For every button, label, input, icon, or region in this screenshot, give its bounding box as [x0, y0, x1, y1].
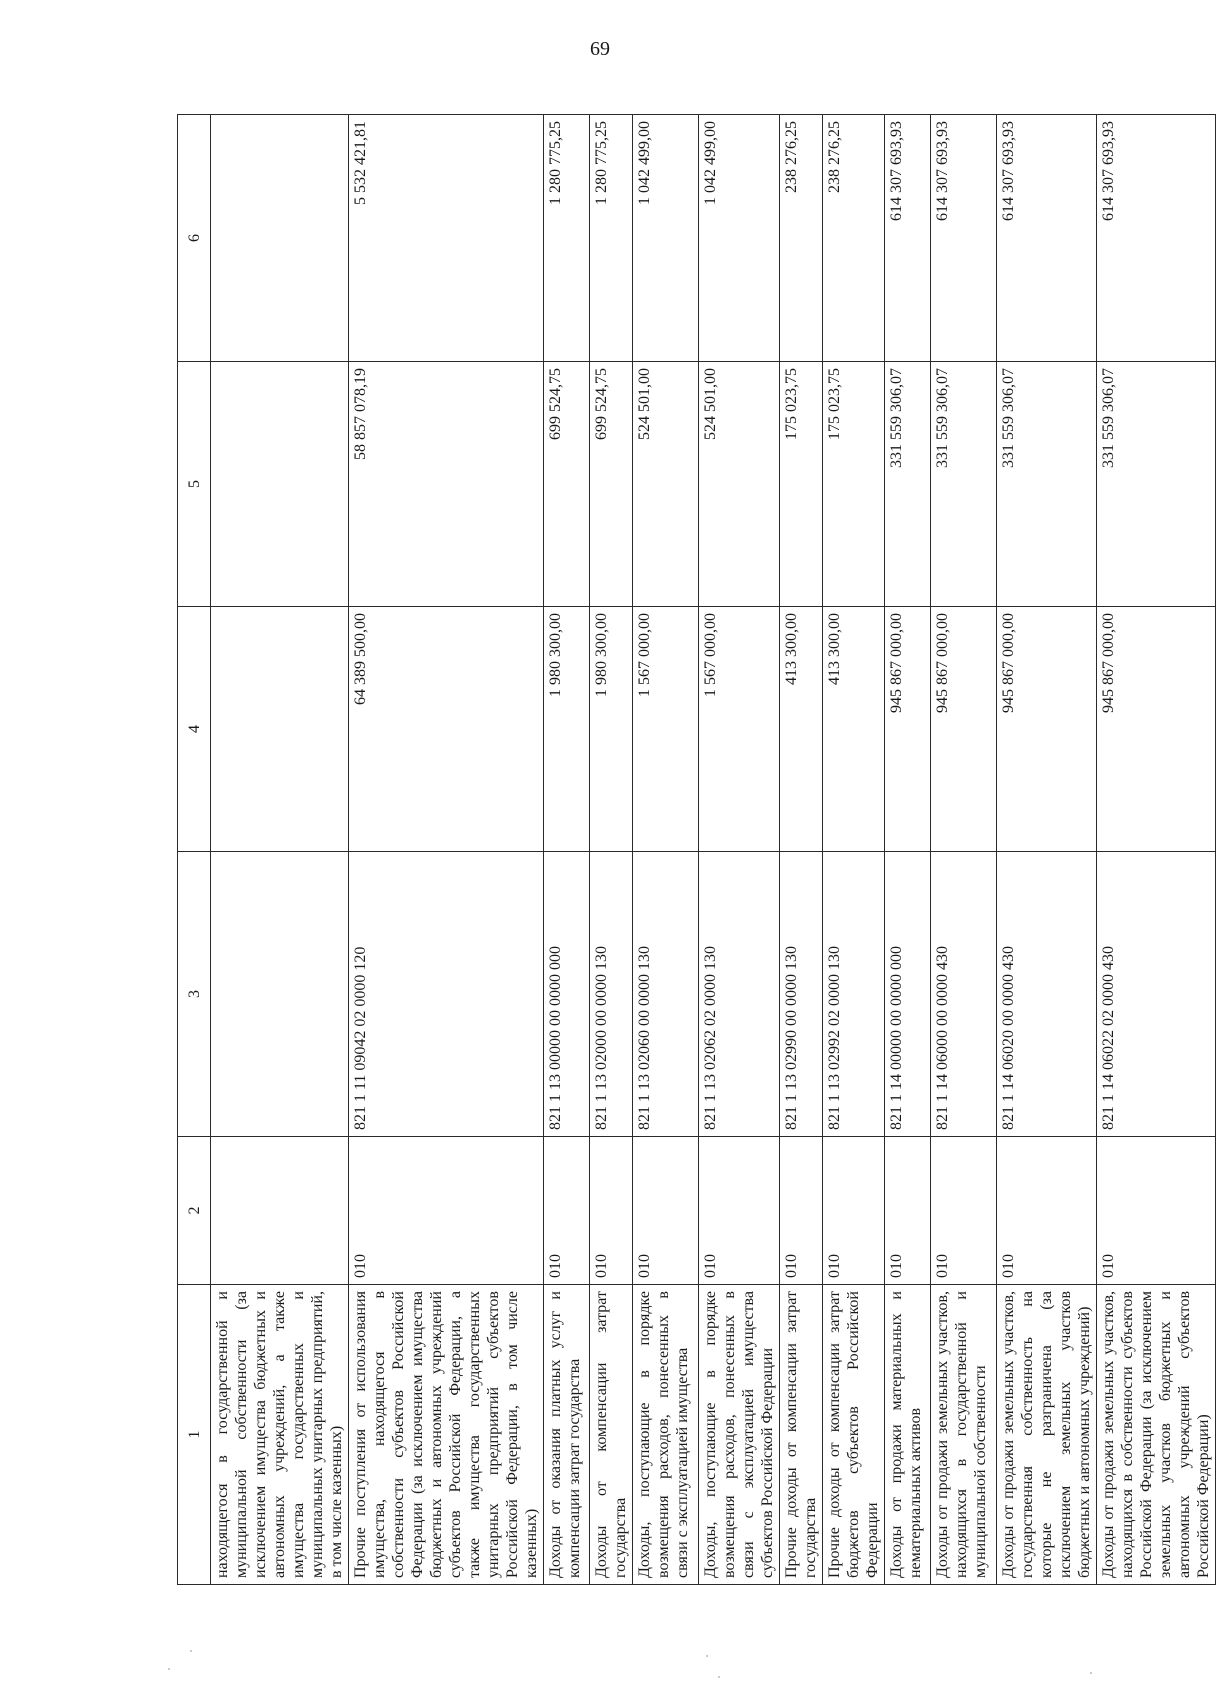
- table-row: [590, 115, 633, 1585]
- row-remainder: [211, 115, 349, 362]
- scan-speck: [718, 1676, 720, 1678]
- row-name: Доходы, поступающие в порядке возмещения расходов, понесенных в связи с эксплуатацией имущества: [633, 1285, 699, 1585]
- row-code: [211, 1137, 349, 1285]
- row-name: Доходы от компенсации затрат государства: [590, 1285, 633, 1585]
- scan-speck: [190, 1650, 192, 1652]
- row-code: 010: [590, 1137, 633, 1285]
- row-fact: 524 501,00: [633, 362, 699, 607]
- column-header: 5: [178, 362, 211, 607]
- table-row: [997, 115, 1097, 1585]
- row-fact: 58 857 078,19: [349, 362, 544, 607]
- row-plan: 413 300,00: [780, 607, 823, 852]
- row-fact: 175 023,75: [780, 362, 823, 607]
- revenue-table: [177, 114, 1216, 1585]
- row-code: 010: [349, 1137, 544, 1285]
- row-name: Доходы от оказания платных услуг и компенсации затрат государства: [544, 1285, 590, 1585]
- row-plan: 945 867 000,00: [997, 607, 1097, 852]
- row-fact: 524 501,00: [699, 362, 780, 607]
- table-row: [823, 115, 885, 1585]
- row-plan: 945 867 000,00: [885, 607, 931, 852]
- row-kbk: 821 1 14 06000 00 0000 430: [931, 852, 997, 1137]
- scan-speck: [168, 1668, 170, 1670]
- row-remainder: 238 276,25: [780, 115, 823, 362]
- table-row: [885, 115, 931, 1585]
- row-code: 010: [1097, 1137, 1216, 1285]
- row-name: находящегося в государственной и муниципальной собственности (за исключением имущества бюджетных и автономных учреждений, а также имущества государственных и муниципальных унитарных предприятий, в том числе казенных): [211, 1285, 349, 1585]
- table-row: [780, 115, 823, 1585]
- row-code: 010: [931, 1137, 997, 1285]
- row-fact: 331 559 306,07: [997, 362, 1097, 607]
- row-plan: 945 867 000,00: [931, 607, 997, 852]
- row-name: Доходы от продажи земельных участков, находящихся в собственности субъектов Российской Федерации (за исключением земельных участков бюджетных и автономных учреждений субъектов Российской Федерации): [1097, 1285, 1216, 1585]
- row-fact: 175 023,75: [823, 362, 885, 607]
- row-fact: 699 524,75: [590, 362, 633, 607]
- table-row: [699, 115, 780, 1585]
- table-header-row: [178, 115, 211, 1585]
- rotated-table-container: [177, 115, 1212, 1585]
- row-code: 010: [997, 1137, 1097, 1285]
- row-name: Прочие доходы от компенсации затрат бюджетов субъектов Российской Федерации: [823, 1285, 885, 1585]
- row-kbk: 821 1 13 02062 02 0000 130: [699, 852, 780, 1137]
- row-plan: 1 980 300,00: [544, 607, 590, 852]
- row-code: 010: [885, 1137, 931, 1285]
- row-name: Прочие доходы от компенсации затрат государства: [780, 1285, 823, 1585]
- column-header: 6: [178, 115, 211, 362]
- row-remainder: 1 042 499,00: [699, 115, 780, 362]
- row-plan: 64 389 500,00: [349, 607, 544, 852]
- row-plan: 1 567 000,00: [699, 607, 780, 852]
- scan-speck: [1090, 1672, 1092, 1674]
- row-remainder: 614 307 693,93: [931, 115, 997, 362]
- row-code: 010: [699, 1137, 780, 1285]
- row-remainder: 1 280 775,25: [590, 115, 633, 362]
- row-name: Доходы от продажи материальных и нематериальных активов: [885, 1285, 931, 1585]
- row-name: Доходы от продажи земельных участков, государственная собственность на которые не разграничена (за исключением земельных участков бюджетных и автономных учреждений): [997, 1285, 1097, 1585]
- row-kbk: 821 1 11 09042 02 0000 120: [349, 852, 544, 1137]
- row-name: Доходы от продажи земельных участков, находящихся в государственной и муниципальной собственности: [931, 1285, 997, 1585]
- row-remainder: 238 276,25: [823, 115, 885, 362]
- column-header: 4: [178, 607, 211, 852]
- row-kbk: 821 1 14 06022 02 0000 430: [1097, 852, 1216, 1137]
- table-row: [211, 115, 349, 1585]
- row-remainder: 5 532 421,81: [349, 115, 544, 362]
- row-plan: 945 867 000,00: [1097, 607, 1216, 852]
- table-row: [633, 115, 699, 1585]
- row-remainder: 1 042 499,00: [633, 115, 699, 362]
- row-kbk: 821 1 13 02990 00 0000 130: [780, 852, 823, 1137]
- row-kbk: 821 1 14 06020 00 0000 430: [997, 852, 1097, 1137]
- row-plan: [211, 607, 349, 852]
- scan-speck: [706, 1655, 708, 1657]
- row-remainder: 1 280 775,25: [544, 115, 590, 362]
- page-number: 69: [590, 38, 610, 60]
- table-row: [544, 115, 590, 1585]
- table-body: [178, 115, 1216, 1585]
- row-fact: [211, 362, 349, 607]
- row-name: Прочие поступления от использования имущества, находящегося в собственности субъектов Российской Федерации (за исключением имущества бюджетных и автономных учреждений субъектов Российской Федерации, а также имущества государственных унитарных предприятий субъектов Российской Федерации, в том числе казенных): [349, 1285, 544, 1585]
- row-kbk: 821 1 14 00000 00 0000 000: [885, 852, 931, 1137]
- row-fact: 331 559 306,07: [885, 362, 931, 607]
- row-code: 010: [823, 1137, 885, 1285]
- column-header: 2: [178, 1137, 211, 1285]
- column-header: 3: [178, 852, 211, 1137]
- row-kbk: 821 1 13 00000 00 0000 000: [544, 852, 590, 1137]
- row-name: Доходы, поступающие в порядке возмещения расходов, понесенных в связи с эксплуатацией имущества субъектов Российской Федерации: [699, 1285, 780, 1585]
- row-remainder: 614 307 693,93: [1097, 115, 1216, 362]
- row-plan: 1 567 000,00: [633, 607, 699, 852]
- row-code: 010: [633, 1137, 699, 1285]
- row-kbk: 821 1 13 02060 00 0000 130: [633, 852, 699, 1137]
- row-fact: 699 524,75: [544, 362, 590, 607]
- table-row: [349, 115, 544, 1585]
- row-remainder: 614 307 693,93: [997, 115, 1097, 362]
- table-row: [931, 115, 997, 1585]
- column-header: 1: [178, 1285, 211, 1585]
- table-row: [1097, 115, 1216, 1585]
- row-remainder: 614 307 693,93: [885, 115, 931, 362]
- row-fact: 331 559 306,07: [931, 362, 997, 607]
- row-code: 010: [780, 1137, 823, 1285]
- row-code: 010: [544, 1137, 590, 1285]
- row-kbk: 821 1 13 02000 00 0000 130: [590, 852, 633, 1137]
- row-fact: 331 559 306,07: [1097, 362, 1216, 607]
- row-plan: 413 300,00: [823, 607, 885, 852]
- row-kbk: 821 1 13 02992 02 0000 130: [823, 852, 885, 1137]
- row-kbk: [211, 852, 349, 1137]
- row-plan: 1 980 300,00: [590, 607, 633, 852]
